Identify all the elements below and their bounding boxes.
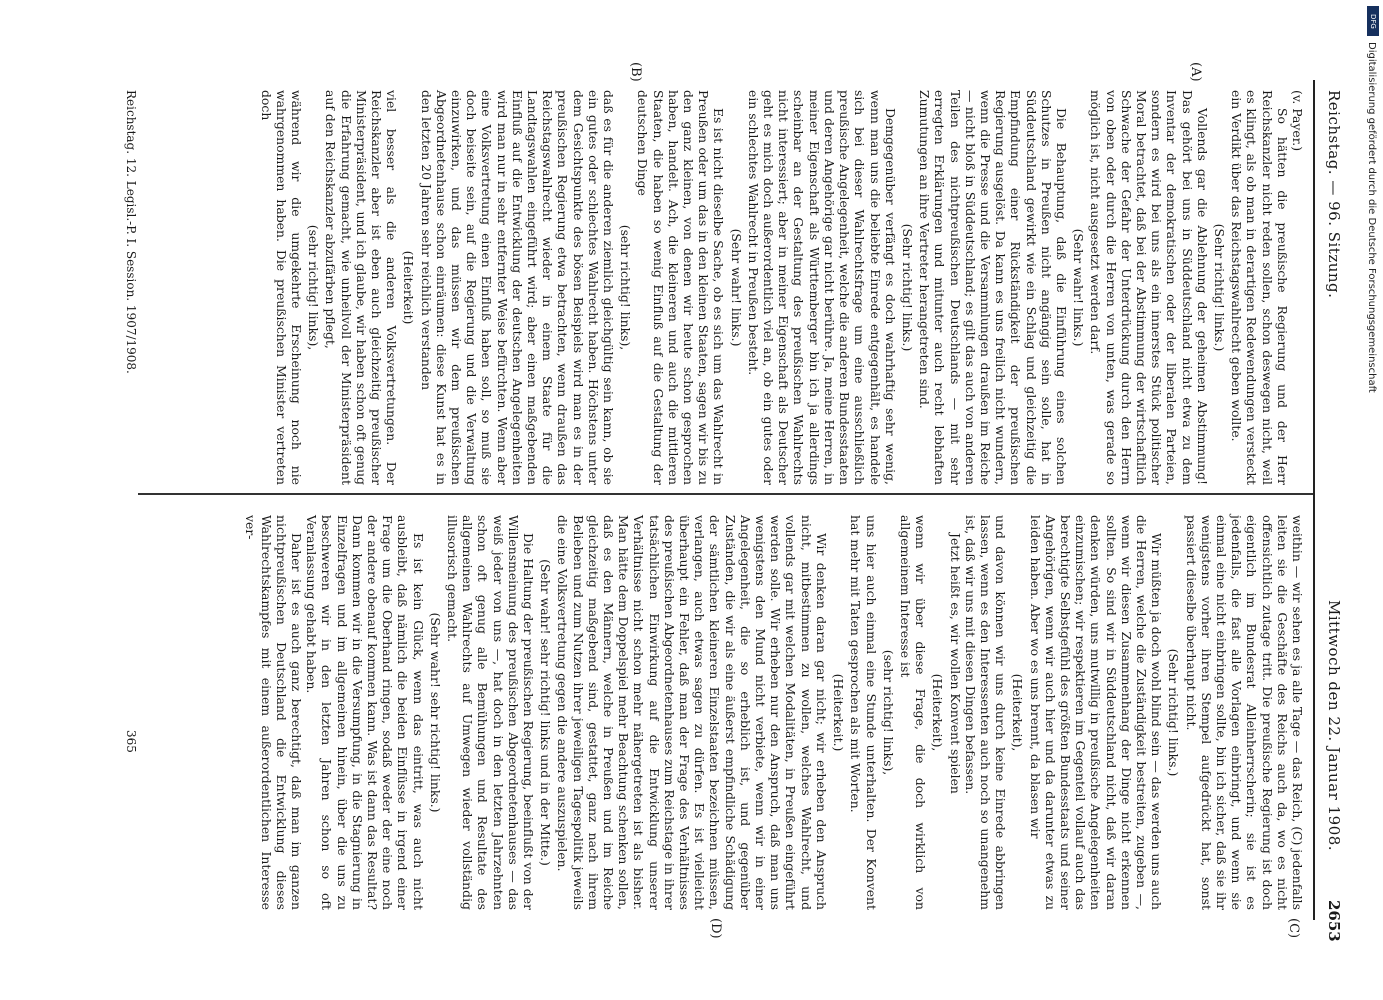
header-rule (1314, 80, 1316, 920)
paragraph: Wir müßten ja doch wohl blind sein — das werden uns auch die Herren, welche die Zuständigkeit bestreiten, zugeben —, wenn wir diesen Zusammenhang der Dinge nicht erkennen sollten. So sind wir in Süddeutschland nicht, daß wir daran denken würden, uns mutwillig in preußische Angelegenheiten einzumischen; wir respektieren im Gegenteil vollauf auch das berechtigte Selbstgefühl des größten Bundesstaats und seiner Angehörigen, wenn wir auch hier und da darunter etwas zu leiden haben. Aber wo es uns brennt, da blasen wir (1027, 515, 1165, 910)
interjection: (Sehr wahr! sehr richtig! links und in der Mitte.) (538, 559, 554, 866)
paragraph: und davon können wir uns durch keine Einrede abbringen lassen, wenn es den Interessenten auch noch so unangenehm ist, daß wir uns mit diesen Dingen befassen. (962, 515, 1009, 910)
interjection: (Sehr wahr! links.) (728, 228, 744, 347)
interjection: (sehr richtig! links), (306, 224, 322, 351)
dfg-logo-icon: DFG (1367, 6, 1379, 36)
paragraph: Demgegenüber verfängt es doch wahrhaftig sehr wenig, wenn man uns die beliebte Einrede entgegenhält, es handele sich bei dieser Wahlrechtsfrage um eine ausschließlich preußische Angelegenheit, welche die anderen Bundesstaaten und deren Angehörige gar nicht berühre. Ja, meine Herren, in meiner Eigenschaft als Württemberger bin ich ja allerdings scheinbar an der Gestaltung des preußischen Wahlrechts nicht interessiert; aber in meiner Eigenschaft als Deutscher geht es mich doch außerordentlich viel an, ob ein gutes oder ein schlechtes Wahlrecht in Preußen besteht. (745, 90, 898, 485)
interjection: (Sehr richtig! links.) (899, 223, 915, 352)
interjection: (Heiterkeit) (401, 250, 417, 325)
margin-mark-b: (B) (628, 62, 643, 82)
interjection: (sehr richtig! links), (880, 649, 896, 776)
interjection: (Sehr richtig! links.) (1211, 223, 1227, 352)
paragraph: Es ist kein Glück, wenn das eintritt, was auch nicht ausbleibt, daß nämlich die beiden Einflüsse in irgend einer Frage um die Oberhand ringen, sodaß weder der eine noch der andere obenauf kommen kann. Was ist dann das Resultat? Dann kommen wir in die Versumpfung, in die Stagnierung in Einzelfragen und im allgemeinen hinein, über die uns zu beschweren wir in den letzten Jahren schon so oft Veranlassung gehabt haben. (304, 515, 426, 910)
interjection: (Heiterkeit), (930, 673, 946, 752)
margin-mark-d: (D) (708, 918, 723, 939)
interjection: (Sehr wahr! links.) (1071, 228, 1087, 347)
interjection: (Sehr wahr! sehr richtig! links.) (427, 612, 443, 813)
paragraph: während wir die umgekehrte Erscheinung noch nie wahrgenommen haben. Die preußischen Minister vertreten doch (258, 90, 304, 485)
paragraph: Die Behauptung, daß die Einführung eines solchen Schutzes in Preußen nicht angängig sein solle, hat in Süddeutschland gewirkt wie ein Schlag und gleichzeitig die Empfindung einer Rückständigkeit der preußischen Regierung ausgelöst. Da kann es uns freilich nicht wundern, wenn die Presse und die Versammlungen draußen im Reiche — nicht bloß in Süddeutschland; es gilt das auch von anderen Teilen des nichtpreußischen Deutschlands — mit sehr erregten Erklärungen und mitunter auch recht lebhaften Zumutungen an ihre Vertreter herangetreten sind. (917, 90, 1069, 485)
paragraph: Die Haltung der preußischen Regierung, beeinflußt von der Willensmeinung des preußischen Abgeordnetenhauses — das weiß jeder von uns —, hat doch in den letzten Jahrzehnten schon oft genug alle Bemühungen und Resultate des allgemeinen Wahlrechts auf Umwegen wieder vollständig illusorisch gemacht. (445, 515, 537, 910)
footer-left: Reichstag. 12. Legisl.-P. I. Session. 1907/1908. (124, 90, 138, 374)
paragraph: Vollends gar die Ablehnung der geheimen Abstimmung! Das gehört bei uns in Süddeutschland nicht etwa zu dem Inventar der demokratischen oder der liberalen Parteien, sondern es wird bei uns als ein innerstes Stück politischer Moral betrachtet, daß bei der Abstimmung der wirtschaftlich Schwache der Gefahr der Unterdrückung durch den Herrn von oben oder durch die Herren von unten, was gerade so möglich ist, nicht ausgesetzt werden darf. (1088, 90, 1210, 485)
column-divider (138, 493, 1313, 495)
paragraph: Es ist nicht dieselbe Sache, ob es sich um das Wahlrecht in Preußen oder um das in den kleinen Staaten, sagen wir bis zu den ganz kleinen, von denen wir heute schon gesprochen haben, handelt. Ach, die kleineren und auch die mittleren Staaten, die haben so wenig Einfluß auf die Gestaltung der deutschen Dinge (635, 90, 727, 485)
speaker-label: (v. Payer.) (1290, 90, 1305, 152)
paragraph: uns hier auch einmal eine Stunde unterhalten. Der Konvent hat mehr mit Taten gesprochen als mit Worten. (848, 515, 879, 910)
margin-mark-a: (A) (1188, 62, 1203, 82)
running-header-right: Mittwoch den 22. Januar 1908. (1325, 600, 1343, 852)
paragraph: daß es für die anderen ziemlich gleichgültig sein kann, ob sie ein gutes oder schlechtes Wahlrecht haben. Höchstens unter dem Gesichtspunkte des bösen Beispiels wird man es in der preußischen Regierung etwa betrachten, wenn draußen das Reichstagswahlrecht wieder in einem Staate für die Landtagswahlen eingeführt wird; aber einen maßgebenden Einfluß auf die Entwicklung der deutschen Angelegenheiten wird man nur in sehr entfernter Weise befürchten. Wenn aber eine Volksvertretung einen Einfluß haben soll, so muß sie doch beiseite sein, auf die Regierung und die Verwaltung einzuwirken, und das müssen wir dem preußischen Abgeordnetenhause schon einräumen: diese Kunst hat es in den letzten 20 Jahren sehr reichlich verstanden (418, 90, 617, 485)
paragraph: Wir denken daran gar nicht; wir erheben den Anspruch nicht, mitbestimmen zu wollen, welches Wahlrecht, und vollends gar mit welchen Modalitäten, in Preußen eingeführt werden solle. Wir erheben nur den Anspruch, daß man uns wenigstens den Mund nicht verbiete, wenn wir in einer Angelegenheit, die so erheblich ist, und gegenüber Zuständen, die wir als eine äußerst empfindliche Schädigung der sämtlichen kleineren Einzelstaaten bezeichnen müssen, verlangen, auch etwas sagen zu dürfen. Es ist vielleicht überhaupt ein Fehler, daß man der Frage des Verhältnisses des preußischen Abgeordnetenhauses zum Reichstage in ihrer tatsächlichen Einwirkung auf die Entwicklung unserer Verhältnisse nicht schon mehr nähergetreten ist als bisher. Man hätte dem Doppelspiel mehr Beachtung schenken sollen, daß es den Männern, welche in Preußen und im Reiche gleichzeitig maßgebend sind, gestattet, ganz nach ihrem Belieben und zum Nutzen ihrer jeweiligen Tagespolitik jeweils die eine Volksvertretung gegen die andere auszuspielen. (555, 515, 829, 910)
paragraph: weithin — wir sehen es ja alle Tage — das Reich, (C) jedenfalls leiten sie die Geschäfte des Reichs auch da, wo es nicht offensichtlich zutage tritt. Die preußische Regierung ist doch eigentlich im Bundesrat Alleinherrscherin; sie ist es jedenfalls, die fast alle Vorlagen einbringt, und wenn sie einmal eine nicht einbringen sollte, bin ich sicher, daß sie ihr wenigstens vorher ihren Stempel aufgedrückt hat, sonst passiert dieselbe überhaupt nicht. (1183, 515, 1305, 910)
paragraph: So hätten die preußische Regierung und der Herr Reichskanzler nicht reden sollen, schon deswegen nicht, weil es klingt, als ob man in derartigen Redewendungen versteckt ein Verdikt über das Reichstagswahlrecht geben wollte. (1229, 90, 1290, 485)
interjection: (Heiterkeit), (1010, 673, 1026, 752)
margin-mark-c: (C) (1286, 918, 1301, 939)
right-column (243, 515, 1305, 910)
paragraph: Jetzt heißt es, wir wollen Konvent spielen (947, 533, 963, 794)
interjection: (sehr richtig! links), (618, 224, 634, 351)
page-number: 2653 (1325, 900, 1343, 942)
footer-right: 365 (124, 730, 138, 753)
left-column (258, 90, 1305, 485)
paragraph: Daher ist es auch ganz berechtigt, daß man im ganzen nichtpreußischen Deutschland die Entwicklung dieses Wahlrechtskampfes mit einem außerordentlichen Interesse ver- (243, 515, 304, 910)
interjection: (Heiterkeit.) (831, 673, 847, 752)
running-header-left: Reichstag. — 96. Sitzung. (1325, 90, 1343, 299)
digitization-credit: Digitalisierung gefördert durch die Deutsche Forschungsgemeinschaft (1366, 42, 1377, 393)
paragraph: viel besser als die anderen Volksvertretungen. Der Reichskanzler aber ist eben auch gleichzeitig preußischer Ministerpräsident, und ich glaube, wir haben schon oft genug die Erfahrung gemacht, wie unheilvoll der Ministerpräsident auf den Reichskanzler abzufärben pflegt, (323, 90, 400, 485)
paragraph: wenn wir über diese Frage, die doch wirklich von allgemeinem Interesse ist (897, 515, 929, 910)
interjection: (Sehr richtig! links.) (1166, 648, 1182, 777)
